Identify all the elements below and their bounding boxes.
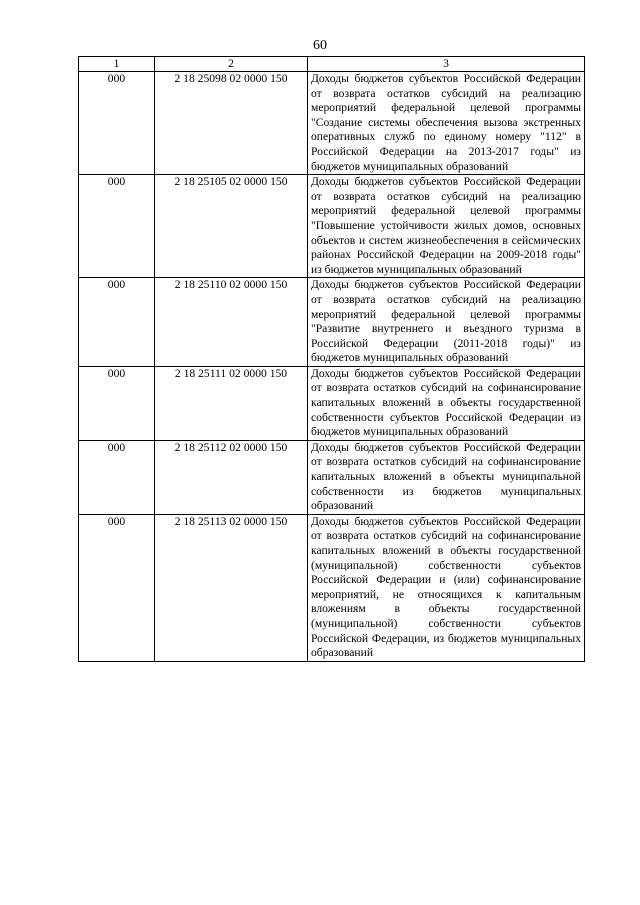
- table-row: [79, 514, 585, 661]
- admin-code-cell: 000: [79, 72, 155, 175]
- column-header-2: 2: [155, 57, 308, 72]
- table-row: [79, 175, 585, 278]
- admin-code-cell: 000: [79, 514, 155, 661]
- kbk-code-cell: 2 18 25105 02 0000 150: [155, 175, 308, 278]
- description-cell: Доходы бюджетов субъектов Российской Федерации от возврата остатков субсидий на реализацию мероприятий федеральной целевой программы "Создание системы обеспечения вызова экстренных оперативных служб по единому номеру "112" в Российской Федерации на 2013-2017 годы" из бюджетов муниципальных образований: [308, 72, 585, 175]
- kbk-code-cell: 2 18 25112 02 0000 150: [155, 440, 308, 514]
- description-cell: Доходы бюджетов субъектов Российской Федерации от возврата остатков субсидий на реализацию мероприятий федеральной целевой программы "Повышение устойчивости жилых домов, основных объектов и систем жизнеобеспечения в сейсмических районах Российской Федерации на 2009-2018 годы" из бюджетов муниципальных образований: [308, 175, 585, 278]
- table-row: [79, 366, 585, 440]
- kbk-code-cell: 2 18 25110 02 0000 150: [155, 278, 308, 367]
- description-cell: Доходы бюджетов субъектов Российской Федерации от возврата остатков субсидий на софинансирование капитальных вложений в объекты муниципальной собственности из бюджетов муниципальных образований: [308, 440, 585, 514]
- table-header-row: [79, 57, 585, 72]
- description-cell: Доходы бюджетов субъектов Российской Федерации от возврата остатков субсидий на софинансирование капитальных вложений в объекты государственной собственности субъектов Российской Федерации из бюджетов муниципальных образований: [308, 366, 585, 440]
- description-cell: Доходы бюджетов субъектов Российской Федерации от возврата остатков субсидий на реализацию мероприятий федеральной целевой программы "Развитие внутреннего и въездного туризма в Российской Федерации (2011-2018 годы)" из бюджетов муниципальных образований: [308, 278, 585, 367]
- kbk-code-cell: 2 18 25098 02 0000 150: [155, 72, 308, 175]
- admin-code-cell: 000: [79, 366, 155, 440]
- admin-code-cell: 000: [79, 440, 155, 514]
- admin-code-cell: 000: [79, 175, 155, 278]
- column-header-1: 1: [79, 57, 155, 72]
- table-row: [79, 72, 585, 175]
- kbk-code-cell: 2 18 25113 02 0000 150: [155, 514, 308, 661]
- table-row: [79, 440, 585, 514]
- admin-code-cell: 000: [79, 278, 155, 367]
- column-header-3: 3: [308, 57, 585, 72]
- description-cell: Доходы бюджетов субъектов Российской Федерации от возврата остатков субсидий на софинансирование капитальных вложений в объекты государственной (муниципальной) собственности субъектов Российской Федерации и (или) софинансирование мероприятий, не относящихся к капитальным вложениям в объекты государственной (муниципальной) собственности субъектов Российской Федерации, из бюджетов муниципальных образований: [308, 514, 585, 661]
- kbk-code-cell: 2 18 25111 02 0000 150: [155, 366, 308, 440]
- page-number: 60: [313, 38, 327, 53]
- table-row: [79, 278, 585, 367]
- budget-codes-table: [78, 56, 585, 662]
